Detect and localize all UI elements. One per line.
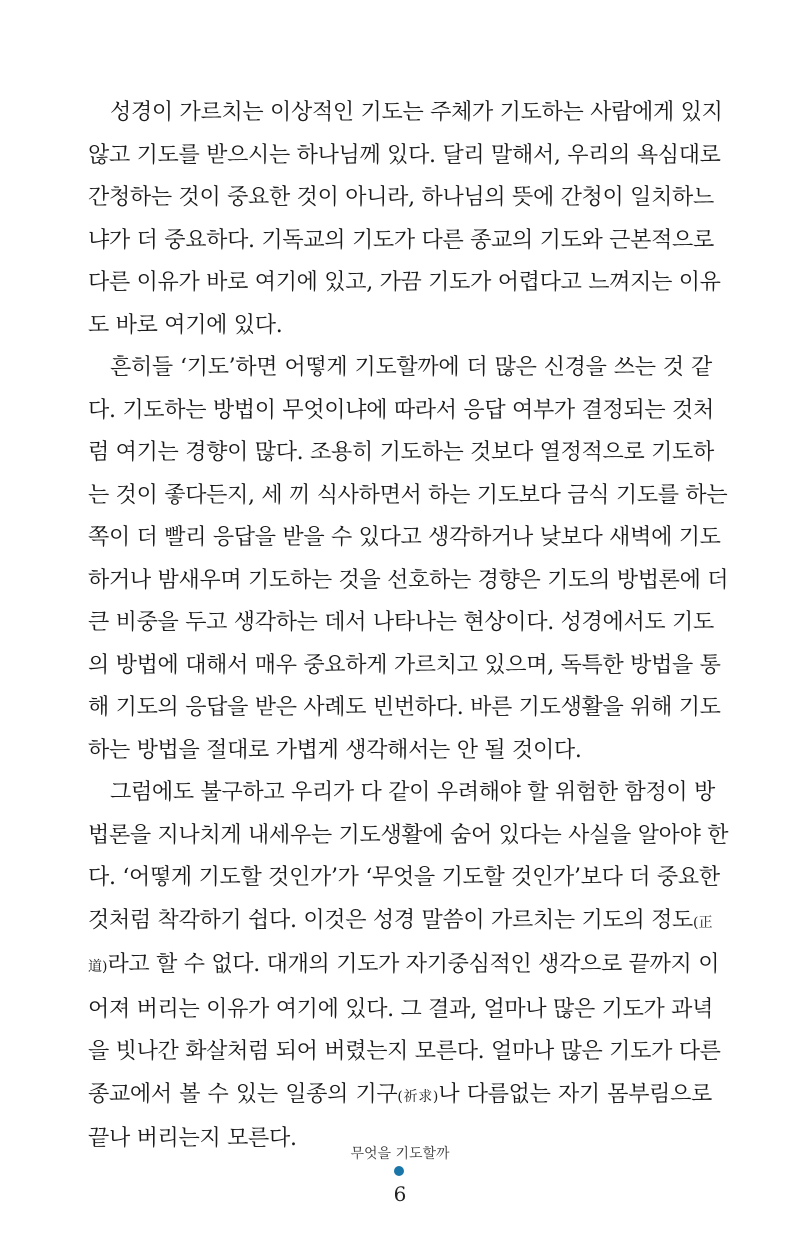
hanja-annotation: 道) [88, 959, 108, 975]
page-number: 6 [393, 1182, 407, 1206]
text-line: 그럼에도 불구하고 우리가 다 같이 우려해야 할 위험한 함정이 방 [110, 780, 715, 805]
footer-dot-ornament [394, 1166, 404, 1176]
text-line: 다. ‘어떻게 기도할 것인가’가 ‘무엇을 기도할 것인가’보다 더 중요한 [88, 865, 720, 890]
paragraph-1 [88, 92, 723, 347]
text-line: 끝나 버리는지 모른다. [88, 1126, 297, 1151]
text-line [88, 1074, 712, 1119]
text-line [88, 900, 712, 945]
text-line: 큰 비중을 두고 생각하는 데서 나타나는 현상이다. 성경에서도 기도 [88, 610, 714, 635]
text-segment: 종교에서 볼 수 있는 일종의 기구 [88, 1081, 398, 1107]
paragraph-3 [88, 772, 729, 1161]
hanja-annotation: (祈求) [397, 1088, 439, 1105]
text-line: 을 빗나간 화살처럼 되어 버렸는지 모른다. 얼마나 많은 기도가 다른 [88, 1039, 721, 1064]
text-line: 의 방법에 대해서 매우 중요하게 가르치고 있으며, 독특한 방법을 통 [88, 652, 721, 678]
text-line: 간청하는 것이 중요한 것이 아니라, 하나님의 뜻에 간청이 일치하느 [88, 185, 714, 210]
text-line: 는 것이 좋다든지, 세 끼 식사하면서 하는 기도보다 금식 기도를 하는 [88, 482, 728, 508]
text-line: 성경이 가르치는 이상적인 기도는 주체가 기도하는 사람에게 있지 [110, 100, 723, 125]
text-line: 흔히들 ‘기도’하면 어떻게 기도할까에 더 많은 신경을 쓰는 것 같 [110, 355, 712, 380]
text-line: 해 기도의 응답을 받은 사례도 빈번하다. 바른 기도생활을 위해 기도 [88, 695, 721, 720]
text-line: 하는 방법을 절대로 가볍게 생각해서는 안 될 것이다. [88, 737, 582, 763]
hanja-annotation: (正 [693, 914, 713, 931]
text-line: 다. 기도하는 방법이 무엇이냐에 따라서 응답 여부가 결정되는 것처 [88, 397, 714, 423]
text-segment: 것처럼 착각하기 쉽다. 이것은 성경 말씀이 가르치는 기도의 정도 [88, 907, 693, 933]
text-segment: 라고 할 수 없다. 대개의 기도가 자기중심적인 생각으로 끝까지 이 [107, 952, 720, 977]
text-line: 쪽이 더 빨리 응답을 받을 수 있다고 생각하거나 낮보다 새벽에 기도 [88, 525, 721, 550]
text-line [88, 944, 720, 989]
body-text [88, 92, 729, 1161]
text-line: 어져 버리는 이유가 여기에 있다. 그 결과, 얼마나 많은 기도가 과녁 [88, 996, 714, 1022]
text-line: 않고 기도를 받으시는 하나님께 있다. 달리 말해서, 우리의 욕심대로 [88, 142, 721, 168]
running-footer-title: 무엇을 기도할까 [350, 1146, 450, 1162]
paragraph-2 [88, 347, 729, 772]
text-line: 법론을 지나치게 내세우는 기도생활에 숨어 있다는 사실을 알아야 한 [88, 822, 729, 848]
text-line: 냐가 더 중요하다. 기독교의 기도가 다른 종교의 기도와 근본적으로 [88, 227, 714, 253]
text-line: 럼 여기는 경향이 많다. 조용히 기도하는 것보다 열정적으로 기도하 [88, 440, 714, 465]
text-line: 다른 이유가 바로 여기에 있고, 가끔 기도가 어렵다고 느껴지는 이유 [88, 270, 721, 295]
text-line: 하거나 밤새우며 기도하는 것을 선호하는 경향은 기도의 방법론에 더 [88, 567, 729, 593]
text-line: 도 바로 여기에 있다. [88, 312, 283, 338]
text-segment: 나 다름없는 자기 몸부림으로 [438, 1081, 712, 1107]
